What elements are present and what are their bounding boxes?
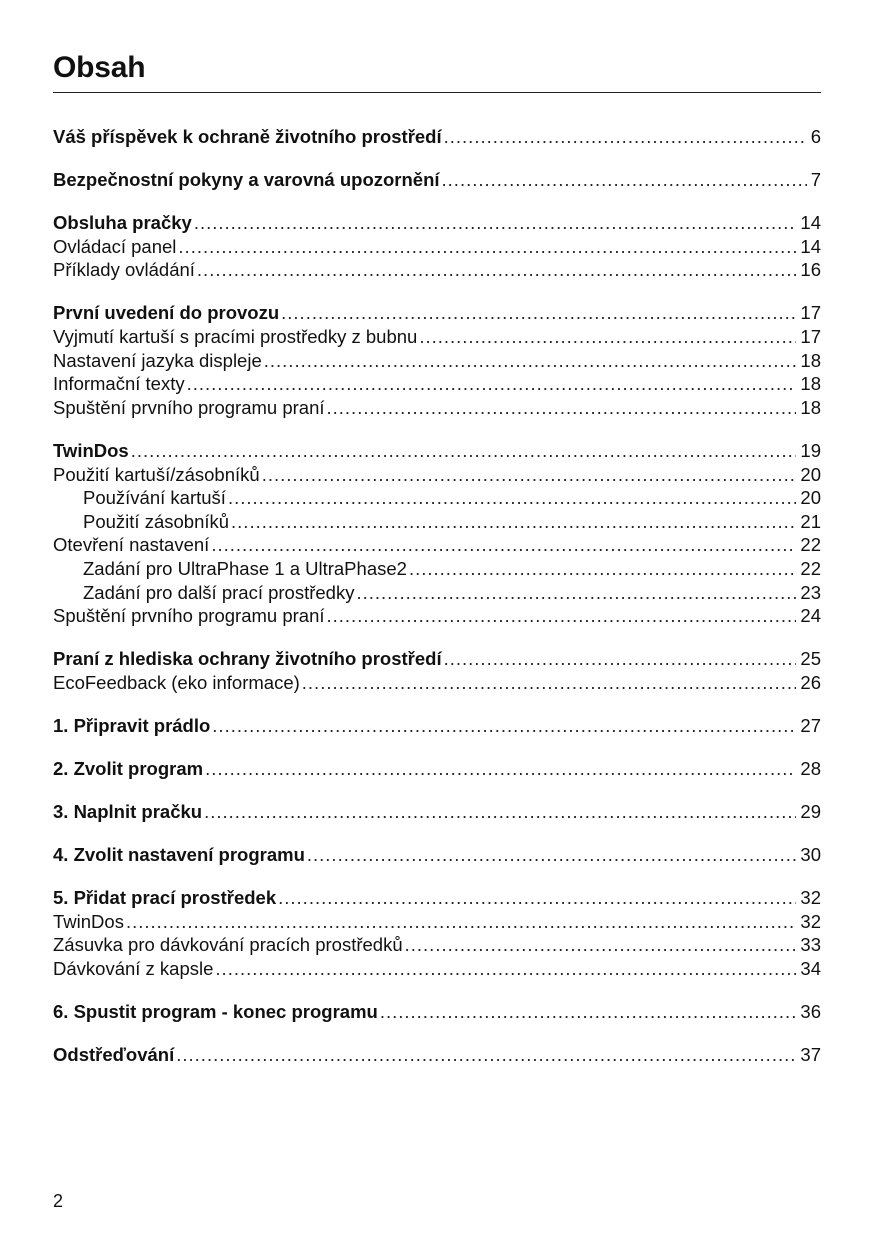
toc-entry-label: 1. Připravit prádlo	[53, 714, 211, 736]
toc-dot-leader	[178, 235, 796, 259]
toc-subentry[interactable]	[53, 463, 821, 487]
toc-chapter-entry[interactable]	[53, 125, 821, 149]
toc-section	[53, 714, 821, 738]
toc-entry-label: První uvedení do provozu	[53, 302, 280, 324]
toc-dot-leader	[327, 396, 797, 420]
toc-subentry[interactable]	[53, 557, 821, 581]
toc-dot-leader	[419, 325, 796, 349]
toc-chapter-entry[interactable]	[53, 757, 821, 781]
toc-chapter-entry[interactable]	[53, 301, 821, 325]
toc-dot-leader	[307, 843, 797, 867]
toc-entry-label: Vyjmutí kartuší s pracími prostředky z bubnu	[53, 326, 418, 348]
toc-subentry[interactable]	[53, 604, 821, 628]
toc-section	[53, 647, 821, 694]
toc-dot-leader	[204, 800, 796, 824]
toc-subentry[interactable]	[53, 910, 821, 934]
toc-entry-label: Použití zásobníků	[83, 510, 230, 532]
toc-dot-leader	[444, 125, 807, 149]
toc-chapter-entry[interactable]	[53, 714, 821, 738]
toc-dot-leader	[187, 372, 797, 396]
toc-subentry[interactable]	[53, 258, 821, 282]
toc-entry-label: 3. Naplnit pračku	[53, 801, 203, 823]
toc-entry-label: Používání kartuší	[83, 487, 226, 509]
toc-entry-label: Praní z hlediska ochrany životního prostředí	[53, 648, 442, 670]
toc-entry-page-number: 22	[800, 557, 821, 579]
toc-entry-label: TwinDos	[53, 439, 129, 461]
page-number: 2	[53, 1191, 64, 1211]
toc-section	[53, 843, 821, 867]
toc-section	[53, 168, 821, 192]
toc-entry-label: Otevření nastavení	[53, 534, 210, 556]
toc-entry-label: Zadání pro UltraPhase 1 a UltraPhase2	[83, 557, 407, 579]
toc-dot-leader	[327, 604, 797, 628]
toc-chapter-entry[interactable]	[53, 211, 821, 235]
toc-entry-label: Nastavení jazyka displeje	[53, 349, 262, 371]
toc-entry-page-number: 24	[800, 605, 821, 627]
toc-entry-page-number: 25	[800, 648, 821, 670]
toc-entry-page-number: 20	[800, 487, 821, 509]
toc-entry-page-number: 17	[800, 302, 821, 324]
toc-entry-page-number: 17	[800, 326, 821, 348]
toc-entry-page-number: 7	[810, 169, 821, 191]
toc-section	[53, 886, 821, 980]
toc-entry-page-number: 14	[800, 212, 821, 234]
toc-entry-label: Zásuvka pro dávkování pracích prostředků	[53, 934, 403, 956]
toc-dot-leader	[194, 211, 797, 235]
document-page	[53, 0, 821, 1240]
toc-entry-label: Obsluha pračky	[53, 212, 192, 234]
toc-entry-page-number: 32	[800, 887, 821, 909]
toc-dot-leader	[405, 933, 797, 957]
toc-dot-leader	[264, 349, 797, 373]
toc-subentry[interactable]	[53, 396, 821, 420]
toc-entry-label: Spuštění prvního programu praní	[53, 396, 325, 418]
toc-entry-page-number: 36	[800, 1001, 821, 1023]
toc-subentry[interactable]	[53, 510, 821, 534]
table-of-contents	[53, 125, 821, 1067]
toc-section	[53, 757, 821, 781]
toc-entry-page-number: 23	[800, 581, 821, 603]
toc-dot-leader	[205, 757, 796, 781]
toc-entry-label: Odstřeďování	[53, 1044, 175, 1066]
toc-entry-page-number: 29	[800, 801, 821, 823]
toc-dot-leader	[409, 557, 796, 581]
toc-entry-page-number: 32	[800, 910, 821, 932]
toc-dot-leader	[444, 647, 797, 671]
toc-subentry[interactable]	[53, 235, 821, 259]
toc-entry-page-number: 22	[800, 534, 821, 556]
toc-chapter-entry[interactable]	[53, 886, 821, 910]
toc-chapter-entry[interactable]	[53, 843, 821, 867]
toc-chapter-entry[interactable]	[53, 439, 821, 463]
toc-dot-leader	[278, 886, 796, 910]
toc-entry-label: Bezpečnostní pokyny a varovná upozornění	[53, 169, 440, 191]
toc-chapter-entry[interactable]	[53, 1000, 821, 1024]
toc-entry-page-number: 14	[800, 235, 821, 257]
toc-chapter-entry[interactable]	[53, 168, 821, 192]
toc-entry-label: Spuštění prvního programu praní	[53, 605, 325, 627]
toc-dot-leader	[197, 258, 797, 282]
toc-section	[53, 800, 821, 824]
toc-section	[53, 211, 821, 282]
toc-entry-label: TwinDos	[53, 910, 124, 932]
toc-dot-leader	[281, 301, 796, 325]
toc-dot-leader	[228, 486, 796, 510]
toc-entry-label: Použití kartuší/zásobníků	[53, 463, 260, 485]
toc-dot-leader	[442, 168, 807, 192]
toc-entry-page-number: 20	[800, 463, 821, 485]
toc-entry-label: Zadání pro další prací prostředky	[83, 581, 355, 603]
toc-entry-label: Ovládací panel	[53, 235, 177, 257]
toc-dot-leader	[356, 581, 796, 605]
toc-entry-label: 2. Zvolit program	[53, 757, 204, 779]
toc-entry-page-number: 26	[800, 671, 821, 693]
toc-section	[53, 439, 821, 628]
page-title: Obsah	[53, 51, 146, 84]
toc-entry-label: Informační texty	[53, 373, 185, 395]
toc-entry-page-number: 21	[800, 510, 821, 532]
toc-entry-page-number: 30	[800, 844, 821, 866]
toc-chapter-entry[interactable]	[53, 647, 821, 671]
toc-section	[53, 301, 821, 419]
title-divider	[53, 92, 821, 93]
toc-subentry[interactable]	[53, 533, 821, 557]
toc-dot-leader	[215, 957, 796, 981]
toc-dot-leader	[211, 533, 796, 557]
toc-chapter-entry[interactable]	[53, 1043, 821, 1067]
toc-entry-page-number: 18	[800, 349, 821, 371]
toc-entry-label: Příklady ovládání	[53, 259, 195, 281]
toc-subentry[interactable]	[53, 486, 821, 510]
toc-entry-page-number: 19	[800, 439, 821, 461]
toc-dot-leader	[176, 1043, 796, 1067]
toc-chapter-entry[interactable]	[53, 800, 821, 824]
toc-entry-label: 6. Spustit program - konec programu	[53, 1001, 378, 1023]
toc-entry-label: 5. Přidat prací prostředek	[53, 887, 277, 909]
toc-dot-leader	[302, 671, 797, 695]
toc-subentry[interactable]	[53, 933, 821, 957]
toc-entry-page-number: 27	[800, 714, 821, 736]
toc-entry-label: Dávkování z kapsle	[53, 958, 214, 980]
toc-dot-leader	[131, 439, 797, 463]
toc-entry-label: Váš příspěvek k ochraně životního prostředí	[53, 126, 442, 147]
toc-subentry[interactable]	[53, 671, 821, 695]
toc-entry-label: 4. Zvolit nastavení programu	[53, 844, 305, 866]
toc-entry-page-number: 6	[810, 126, 821, 147]
toc-entry-page-number: 18	[800, 396, 821, 418]
toc-entry-page-number: 18	[800, 373, 821, 395]
toc-dot-leader	[126, 910, 796, 934]
toc-entry-label: EcoFeedback (eko informace)	[53, 671, 300, 693]
toc-entry-page-number: 34	[800, 958, 821, 980]
toc-dot-leader	[231, 510, 796, 534]
toc-entry-page-number: 37	[800, 1044, 821, 1066]
toc-subentry[interactable]	[53, 349, 821, 373]
toc-entry-page-number: 33	[800, 934, 821, 956]
toc-subentry[interactable]	[53, 957, 821, 981]
toc-entry-page-number: 28	[800, 757, 821, 779]
toc-dot-leader	[262, 463, 797, 487]
toc-section	[53, 1000, 821, 1024]
toc-section	[53, 1043, 821, 1067]
toc-section	[53, 125, 821, 149]
toc-dot-leader	[212, 714, 796, 738]
toc-subentry[interactable]	[53, 325, 821, 349]
toc-dot-leader	[380, 1000, 797, 1024]
toc-subentry[interactable]	[53, 581, 821, 605]
toc-subentry[interactable]	[53, 372, 821, 396]
toc-entry-page-number: 16	[800, 259, 821, 281]
